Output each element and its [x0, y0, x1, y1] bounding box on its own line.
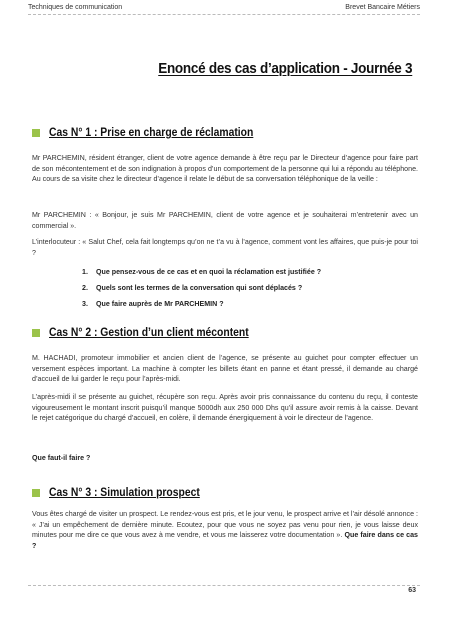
question-number: 3.: [82, 300, 88, 308]
question-text: Que faire auprès de Mr PARCHEMIN ?: [96, 300, 224, 308]
green-square-icon: [32, 329, 40, 337]
question-number: 1.: [82, 268, 88, 276]
green-square-icon: [32, 489, 40, 497]
case2-question: Que faut-il faire ?: [32, 454, 91, 462]
case1-question: [82, 284, 302, 292]
case2-heading: [32, 327, 271, 339]
case1-title: Cas N° 1 : Prise en charge de réclamation: [49, 127, 254, 139]
page-header: [28, 4, 420, 11]
case1-question: [82, 300, 224, 308]
case2-paragraph-2: L’après-midi il se présente au guichet, récupère son reçu. Après avoir pris connaissance du contenu du reçu, il conteste vigoureusement le montant inscrit puisqu’il manque 5000dh aux 250 000 Dhs qu’il assure avoir remis à la caisse. Devant le rejet catégorique du chargé d’accueil, en colère, il demande énergiquement à voir le directeur de l’agence.: [32, 393, 418, 422]
case1-paragraph-1: Mr PARCHEMIN, résident étranger, client de votre agence demande à être reçu par le Directeur d’agence pour faire part de son mécontentement et de son indignation à propos d’un comportement de la personne qui lui a répondu au téléphone. Au cours de sa visite chez le directeur d’agence il relate le début de sa conversation téléphonique de la veille :: [32, 154, 418, 183]
case1-paragraph-3: L’interlocuteur : « Salut Chef, cela fait longtemps qu’on ne t’a vu à l’agence, comment vont les affaires, que puis-je pour toi ?: [32, 238, 418, 257]
case3-question: Que faire dans ce cas ?: [32, 531, 418, 550]
question-number: 2.: [82, 284, 88, 292]
question-text: Que pensez-vous de ce cas et en quoi la réclamation est justifiée ?: [96, 268, 322, 276]
page-title: Enoncé des cas d’application - Journée 3: [157, 60, 412, 77]
header-left: Techniques de communication: [28, 4, 123, 11]
question-text: Quels sont les termes de la conversation qui sont déplacés ?: [96, 284, 303, 292]
case3-text: Vous êtes chargé de visiter un prospect. Le rendez-vous est pris, et le jour venu, le prospect arrive et l’air désolé annonce : « J’ai un empêchement de dernière minute. Ecoutez, pour que vous ne soyez pas venu pour rien, je vous laisse deux minutes pour me dire ce que vous avez à me vendre, et vous me laisserez votre documentation ».: [32, 510, 418, 539]
header-divider: [28, 14, 420, 15]
case3-title: Cas N° 3 : Simulation prospect: [49, 487, 200, 499]
case2-paragraph-1: M. HACHADI, promoteur immobilier et ancien client de l’agence, se présente au guichet pour compter effectuer un versement espèces important. La machine à compter les billets étant en panne et étant pressé, il demande au chargé d’accueil de lui garder le reçu pour l’après-midi.: [32, 354, 418, 383]
case3-paragraph-1: [32, 509, 418, 551]
case1-question: [82, 268, 321, 276]
case2-title: Cas N° 2 : Gestion d’un client mécontent: [49, 327, 249, 339]
green-square-icon: [32, 129, 40, 137]
case3-heading: [32, 487, 217, 499]
case1-paragraph-2: Mr PARCHEMIN : « Bonjour, je suis Mr PARCHEMIN, client de votre agence et je souhaiterai m’entretenir avec un commercial ».: [32, 211, 418, 230]
page-number: 63: [408, 587, 416, 594]
footer-divider: [28, 585, 420, 586]
case1-heading: [32, 127, 276, 139]
header-right: Brevet Bancaire Métiers: [345, 4, 420, 11]
